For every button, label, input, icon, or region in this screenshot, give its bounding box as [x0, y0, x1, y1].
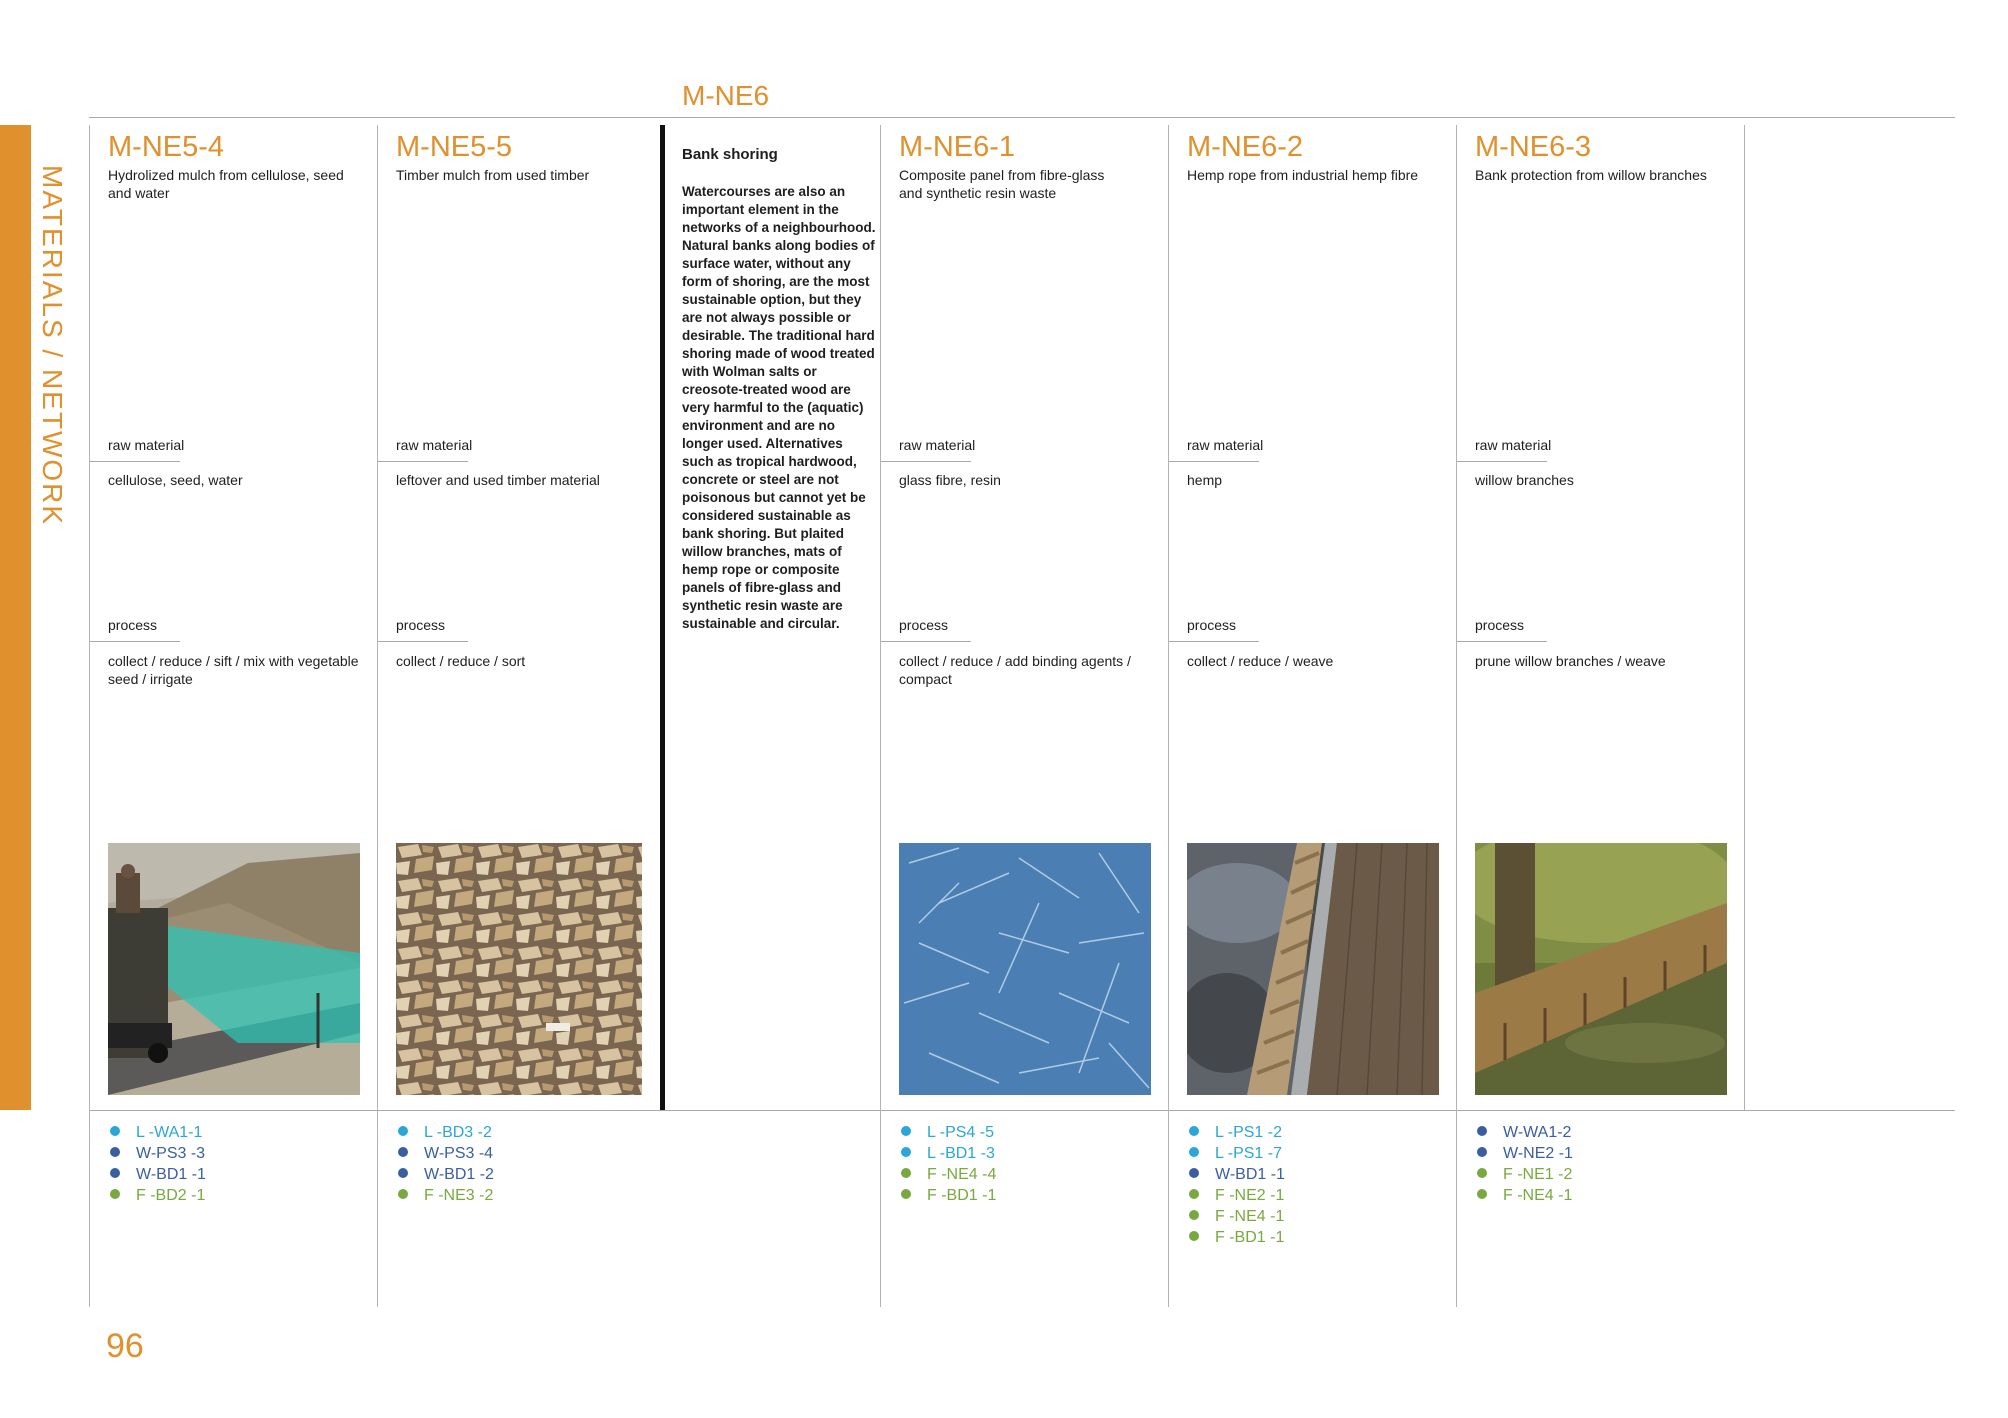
- process-label: process: [396, 617, 446, 633]
- cross-reference-item: F -BD1 -1: [901, 1185, 996, 1206]
- column-divider: [1456, 125, 1457, 1307]
- process-value: collect / reduce / sift / mix with vegetable seed / irrigate: [108, 653, 359, 687]
- fibreglass-panel-photo: [899, 843, 1151, 1095]
- process-value: collect / reduce / add binding agents / compact: [899, 653, 1131, 687]
- reference-dot-icon: [901, 1189, 911, 1199]
- material-description: Timber mulch from used timber: [396, 167, 590, 183]
- reference-dot-icon: [1189, 1210, 1199, 1220]
- raw-material-value: leftover and used timber material: [396, 472, 600, 488]
- reference-dot-icon: [1189, 1189, 1199, 1199]
- cross-reference-list: [901, 1122, 996, 1206]
- material-description: Composite panel from fibre-glass and synthetic resin waste: [899, 167, 1105, 201]
- reference-dot-icon: [1477, 1126, 1487, 1136]
- material-code: M-NE5-5: [396, 131, 513, 163]
- cross-reference-item: W-BD1 -2: [398, 1164, 494, 1185]
- process-value: prune willow branches / weave: [1475, 653, 1666, 669]
- cross-reference-item: F -NE4 -4: [901, 1164, 996, 1185]
- wood-chips-photo: [396, 843, 642, 1095]
- material-code: M-NE6-2: [1187, 131, 1304, 163]
- reference-dot-icon: [1189, 1147, 1199, 1157]
- cross-reference-list: [1189, 1122, 1285, 1248]
- reference-dot-icon: [398, 1126, 408, 1136]
- footer-rule: [89, 1110, 1955, 1111]
- process-label: process: [1475, 617, 1525, 633]
- cross-reference-item: W-PS3 -3: [110, 1143, 206, 1164]
- cross-reference-item: W-NE2 -1: [1477, 1143, 1573, 1164]
- cross-reference-item: F -BD2 -1: [110, 1185, 206, 1206]
- cross-reference-item: W-PS3 -4: [398, 1143, 494, 1164]
- process-label: process: [1187, 617, 1237, 633]
- process-value: collect / reduce / sort: [396, 653, 526, 669]
- cross-reference-item: F -NE3 -2: [398, 1185, 494, 1206]
- sidebar-section-label: MATERIALS / NETWORK: [37, 165, 68, 527]
- cross-reference-item: W-WA1-2: [1477, 1122, 1573, 1143]
- cross-reference-list: [398, 1122, 494, 1206]
- cross-reference-item: L -BD1 -3: [901, 1143, 996, 1164]
- column-divider: [1168, 125, 1169, 1307]
- raw-material-label: raw material: [396, 437, 473, 453]
- raw-material-value: glass fibre, resin: [899, 472, 1001, 488]
- section-title: M-NE6: [682, 80, 770, 111]
- reference-dot-icon: [110, 1168, 120, 1178]
- reference-dot-icon: [901, 1168, 911, 1178]
- raw-material-label: raw material: [1187, 437, 1264, 453]
- reference-dot-icon: [398, 1168, 408, 1178]
- hydroseeding-truck-photo: [108, 843, 360, 1095]
- reference-dot-icon: [901, 1126, 911, 1136]
- process-label: process: [899, 617, 949, 633]
- cross-reference-item: L -PS1 -7: [1189, 1143, 1285, 1164]
- process-value: collect / reduce / weave: [1187, 653, 1334, 669]
- column-divider: [89, 125, 90, 1307]
- column-divider: [880, 125, 881, 1307]
- cross-reference-item: L -BD3 -2: [398, 1122, 494, 1143]
- cross-reference-item: L -PS1 -2: [1189, 1122, 1285, 1143]
- cross-reference-item: F -NE4 -1: [1477, 1185, 1573, 1206]
- reference-dot-icon: [1189, 1231, 1199, 1241]
- label-rule: [881, 461, 971, 462]
- header-rule: [89, 117, 1955, 118]
- material-card-m-ne6-2: [1187, 125, 1447, 1246]
- raw-material-value: willow branches: [1475, 472, 1574, 488]
- sidebar-accent-bar: [0, 125, 31, 1110]
- reference-dot-icon: [1189, 1126, 1199, 1136]
- label-rule: [1457, 641, 1547, 642]
- label-rule: [881, 641, 971, 642]
- reference-dot-icon: [901, 1147, 911, 1157]
- raw-material-value: hemp: [1187, 472, 1223, 488]
- cross-reference-list: [1477, 1122, 1573, 1206]
- material-description: Hydrolized mulch from cellulose, seed and water: [108, 167, 344, 201]
- column-divider: [1744, 125, 1745, 1110]
- willow-bank-photo: [1475, 843, 1727, 1095]
- cross-reference-item: F -NE2 -1: [1189, 1185, 1285, 1206]
- material-card-m-ne6-1: [899, 125, 1159, 1204]
- cross-reference-item: W-BD1 -1: [110, 1164, 206, 1185]
- column-divider: [377, 125, 378, 1307]
- reference-dot-icon: [110, 1126, 120, 1136]
- material-code: M-NE6-1: [899, 131, 1016, 163]
- cross-reference-item: F -NE4 -1: [1189, 1206, 1285, 1227]
- reference-dot-icon: [1477, 1168, 1487, 1178]
- bank-shoring-body: Watercourses are also an important element in the networks of a neighbourhood. Natural banks along bodies of surface water, without any form of shoring, are the most sustainable option, but they are not always possible or desirable. The traditional hard shoring made of wood treated with Wolman salts or creosote-treated wood are very harmful to the (aquatic) environment and are no longer used. Alternatives such as tropical hardwood, concrete or steel are not poisonous but cannot yet be considered sustainable as bank shoring. But plaited willow branches, mats of hemp rope or composite panels of fibre-glass and synthetic resin waste are sustainable and circular.: [682, 184, 876, 631]
- reference-dot-icon: [398, 1147, 408, 1157]
- reference-dot-icon: [1477, 1189, 1487, 1199]
- label-rule: [90, 461, 180, 462]
- raw-material-label: raw material: [108, 437, 185, 453]
- material-card-m-ne5-4: [108, 125, 368, 1204]
- label-rule: [1169, 641, 1259, 642]
- label-rule: [378, 461, 468, 462]
- reference-dot-icon: [398, 1189, 408, 1199]
- label-rule: [90, 641, 180, 642]
- material-description: Hemp rope from industrial hemp fibre: [1187, 167, 1419, 183]
- material-description: Bank protection from willow branches: [1475, 167, 1707, 183]
- page-number: 96: [106, 1327, 144, 1365]
- process-label: process: [108, 617, 158, 633]
- bank-shoring-divider: [660, 125, 665, 1110]
- material-code: M-NE6-3: [1475, 131, 1592, 163]
- reference-dot-icon: [110, 1147, 120, 1157]
- cross-reference-item: W-BD1 -1: [1189, 1164, 1285, 1185]
- cross-reference-item: F -NE1 -2: [1477, 1164, 1573, 1185]
- reference-dot-icon: [110, 1189, 120, 1199]
- cross-reference-item: F -BD1 -1: [1189, 1227, 1285, 1248]
- reference-dot-icon: [1477, 1147, 1487, 1157]
- cross-reference-list: [110, 1122, 206, 1206]
- material-card-m-ne5-5: [396, 125, 656, 1204]
- label-rule: [1457, 461, 1547, 462]
- reference-dot-icon: [1189, 1168, 1199, 1178]
- raw-material-value: cellulose, seed, water: [108, 472, 243, 488]
- hemp-rope-photo: [1187, 843, 1439, 1095]
- material-code: M-NE5-4: [108, 131, 225, 163]
- raw-material-label: raw material: [1475, 437, 1552, 453]
- raw-material-label: raw material: [899, 437, 976, 453]
- cross-reference-item: L -WA1-1: [110, 1122, 206, 1143]
- label-rule: [378, 641, 468, 642]
- label-rule: [1169, 461, 1259, 462]
- bank-shoring-heading: Bank shoring: [682, 146, 778, 163]
- cross-reference-item: L -PS4 -5: [901, 1122, 996, 1143]
- material-card-m-ne6-3: [1475, 125, 1735, 1204]
